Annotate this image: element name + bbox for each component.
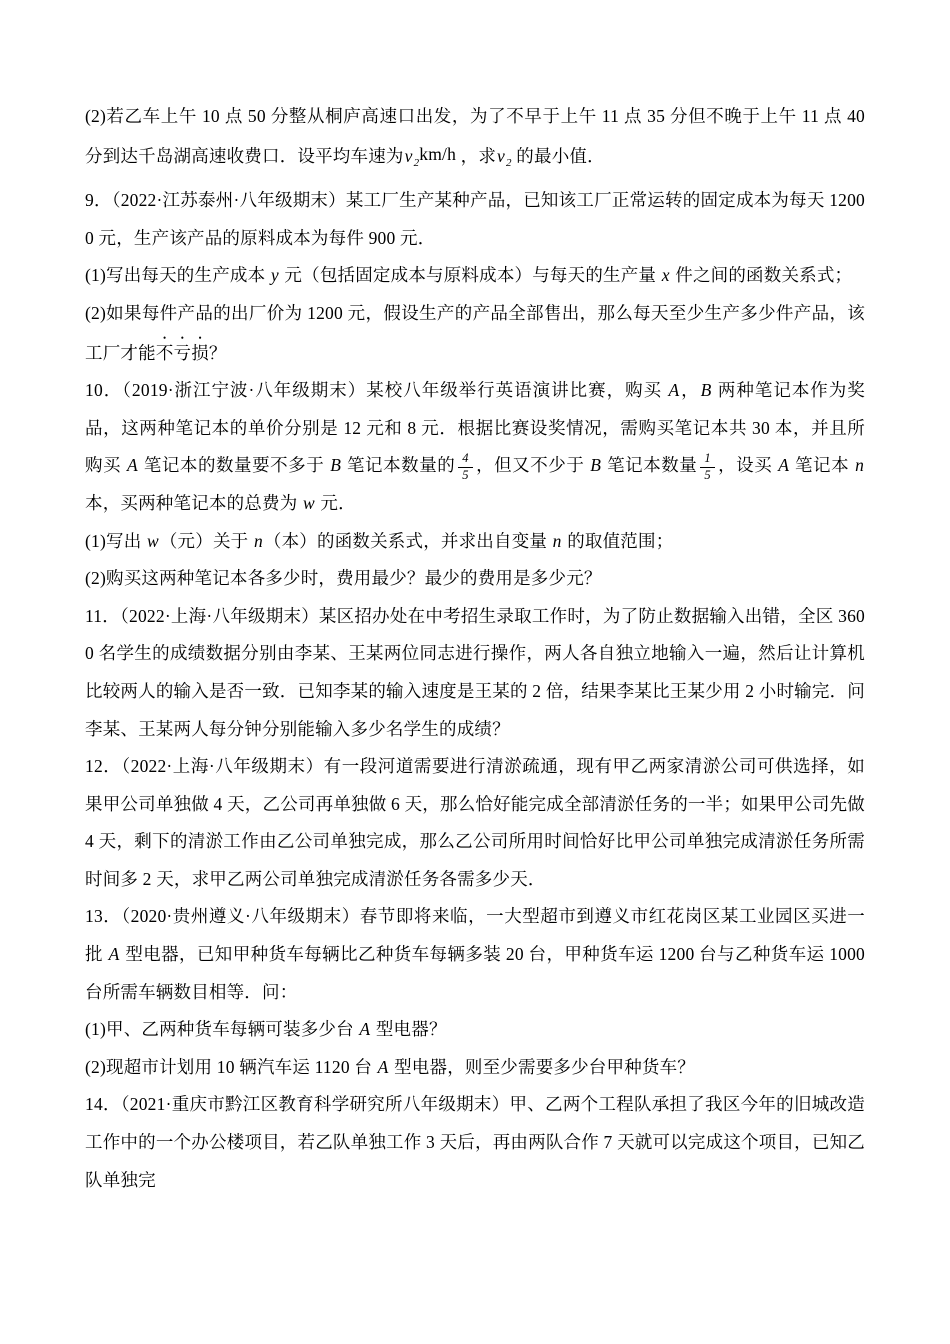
text-run: 型电器，已知甲种货车每辆比乙种货车每辆多装 20 台，甲种货车运 1200 台与乙种货车运 1000 台所需车辆数目相等．问：	[85, 944, 865, 1002]
problem-10	[85, 372, 865, 522]
document-body	[85, 98, 865, 1199]
text-run: (1)写出每天的生产成本	[85, 265, 270, 286]
math-variable: w	[146, 530, 159, 551]
text-run: 14．（2021·重庆市黔江区教育科学研究所八年级期末）甲、乙两个工程队承担了我区今年的旧城改造工作中的一个办公楼项目，若乙队单独工作 3 天后，再由两队合作 7 天就可以完成这个项目，已知乙队单独完	[85, 1094, 865, 1190]
text-run: 件之间的函数关系式；	[670, 265, 853, 286]
math-variable: B	[330, 455, 342, 476]
fraction	[700, 451, 714, 483]
text-run: (2)若乙车上午 10 点 50 分整从桐庐高速口出发，为了不早于上午 11 点 35 分但不晚于上午 11 点 40 分到达千岛湖高速收费口．设平均车速为	[85, 106, 865, 166]
math-variable: A	[127, 455, 138, 476]
math-variable: A	[359, 1019, 371, 1040]
math-variable: A	[108, 944, 120, 965]
math-variable: n	[552, 530, 562, 551]
math-variable: v	[497, 145, 506, 166]
problem-14	[85, 1086, 865, 1199]
math-variable: B	[590, 455, 602, 476]
math-variable: y	[270, 265, 279, 286]
math-unit: km/h	[419, 143, 457, 164]
emphasized-text: 不亏损	[155, 342, 209, 363]
text-run: （本）的函数关系式，并求出自变量	[263, 530, 552, 551]
problem-13	[85, 898, 865, 1011]
text-run: 元（包括固定成本与原料成本）与每天的生产量	[279, 265, 661, 286]
text-run: (2)如果每件产品的出厂价为 1200 元，假设生产的产品全部售出，那么每天至少生产多少件产品，该工厂才能	[85, 302, 865, 363]
text-run: 型电器？	[371, 1019, 447, 1040]
math-subscript: 2	[413, 156, 420, 169]
math-variable: n	[253, 530, 263, 551]
problem-11	[85, 598, 865, 748]
fraction-denominator: 5	[700, 467, 714, 484]
text-run: 9．（2022·江苏泰州·八年级期末）某工厂生产某种产品，已知该工厂正常运转的固定成本为每天 12000 元，生产该产品的原料成本为每件 900 元．	[85, 190, 865, 248]
math-variable: A	[377, 1056, 389, 1077]
math-variable: n	[855, 455, 865, 476]
math-variable: v	[404, 145, 413, 166]
problem-9-q2	[85, 295, 865, 372]
problem-9-q1	[85, 257, 865, 295]
problem-10-q1	[85, 523, 865, 561]
text-run: 元．	[315, 492, 356, 513]
problem-13-q2	[85, 1049, 865, 1087]
text-run: 笔记本数量	[602, 455, 698, 476]
fraction	[458, 451, 472, 483]
text-run: 13．（2020·贵州遵义·八年级期末）春节即将来临，一大型超市到遵义市红花岗区某工业园区买进一批	[85, 906, 865, 965]
text-run: 的最小值．	[511, 145, 605, 166]
math-variable: x	[661, 265, 670, 286]
text-run: 笔记本	[790, 455, 855, 476]
text-run: 两种笔记本作为奖品，这两种笔记本的单价分别是 12 元和 8 元．根据比赛设奖情况，需购买笔记本共 30 本，并且所购买	[85, 380, 865, 476]
problem-13-q1	[85, 1011, 865, 1049]
text-run: 的取值范围；	[562, 530, 674, 551]
text-run: (1)甲、乙两种货车每辆可装多少台	[85, 1019, 359, 1040]
problem-12	[85, 748, 865, 898]
text-run: 11．（2022·上海·八年级期末）某区招办处在中考招生录取工作时，为了防止数据输入出错，全区 3600 名学生的成绩数据分别由李某、王某两位同志进行操作，两人各自独立地输入一遍，然后让计算机比较两人的输入是否一致．已知李某的输入速度是王某的 2 倍，结果李某比王某少用 2 小时输完．问李某、王某两人每分钟分别能输入多少名学生的成绩？	[85, 605, 865, 739]
math-subscript: 2	[506, 156, 512, 169]
text-run: (2)购买这两种笔记本各多少时，费用最少？最少的费用是多少元？	[85, 568, 602, 589]
text-run: 12．（2022·上海·八年级期末）有一段河道需要进行清淤疏通，现有甲乙两家清淤公司可供选择，如果甲公司单独做 4 天，乙公司再单独做 6 天，那么恰好能完成全部清淤任务的一半；如果甲公司先做 4 天，剩下的清淤工作由乙公司单独完成，那么乙公司所用时间恰好比甲公司单独完成清淤任务所需时间多 2 天，求甲乙两公司单独完成清淤任务各需多少天．	[85, 756, 865, 889]
text-run: ，但又不少于	[475, 455, 590, 476]
text-run: 笔记本的数量要不多于	[138, 455, 330, 476]
problem-8-part-2	[85, 98, 865, 182]
text-run: ，设买	[717, 455, 778, 476]
problem-9	[85, 182, 865, 257]
text-run: ？	[208, 342, 227, 363]
text-run: 型电器，则至少需要多少台甲种货车？	[389, 1056, 696, 1077]
text-run: 10．（2019·浙江宁波·八年级期末）某校八年级举行英语演讲比赛，购买	[85, 380, 668, 401]
text-run: ，求	[456, 145, 497, 166]
text-run: (2)现超市计划用 10 辆汽车运 1120 台	[85, 1056, 377, 1077]
fraction-numerator: 4	[462, 451, 469, 466]
text-run: ，	[680, 380, 700, 401]
problem-10-q2	[85, 560, 865, 598]
text-run: (1)写出	[85, 530, 146, 551]
math-variable: B	[700, 380, 712, 401]
math-variable: w	[302, 492, 315, 513]
text-run: （元）关于	[159, 530, 253, 551]
fraction-denominator: 5	[458, 467, 472, 484]
math-variable: A	[668, 380, 680, 401]
text-run: 本，买两种笔记本的总费为	[85, 492, 302, 513]
text-run: 笔记本数量的	[342, 455, 456, 476]
fraction-numerator: 1	[704, 451, 711, 466]
math-variable: A	[778, 455, 790, 476]
